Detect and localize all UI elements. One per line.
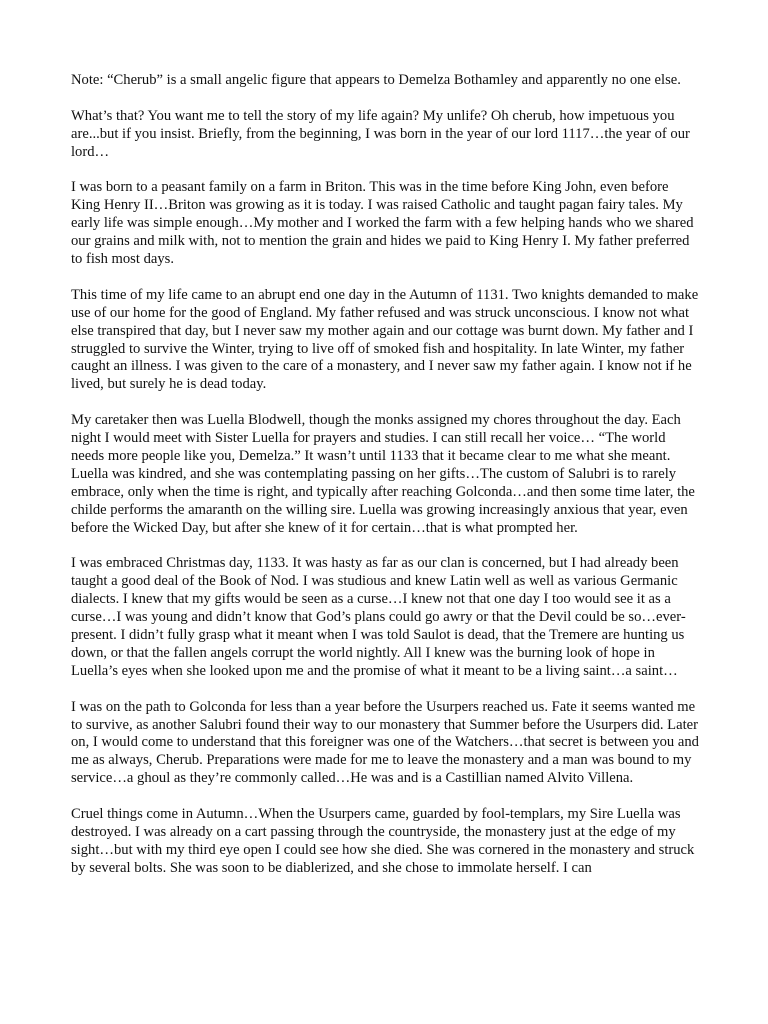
paragraph-golconda: I was on the path to Golconda for less than a year before the Usurpers reached us. Fate it seems wanted me to survive, as another Salubri found their way to our monastery that Summer before the Usurpers did. Later on, I would come to understand that this foreigner was one of the Watchers…that secret is between you and me as always, Cherub. Preparations were made for me to leave the monastery and a man was bound to my service…a ghoul as they’re commonly called…He was and is a Castillian named Alvito Villena. xyxy=(71,698,699,787)
paragraph-birth: I was born to a peasant family on a farm in Briton. This was in the time before King John, even before King Henry II…Briton was growing as it is today. I was raised Catholic and taught pagan fairy tales. My early life was simple enough…My mother and I worked the farm with a few helping hands who we shared our grains and milk with, not to mention the grain and hides we paid to King Henry I. My father preferred to fish most days. xyxy=(71,179,694,268)
paragraph-caretaker: My caretaker then was Luella Blodwell, though the monks assigned my chores throughout the day. Each night I would meet with Sister Luella for prayers and studies. I can still recall her voice… “The world needs more people like you, Demelza.” It wasn’t until 1133 that it became clear to me what she meant. Luella was kindred, and she was contemplating passing on her gifts…The custom of Salubri is to rarely embrace, only when the time is right, and typically after reaching Golconda…and then some time later, the childe performs the amaranth on the willing sire. Luella was growing increasingly anxious that year, even before the Wicked Day, but after she knew of it for certain…that is what prompted her. xyxy=(71,412,695,536)
document-page xyxy=(71,72,699,896)
paragraph-note: Note: “Cherub” is a small angelic figure that appears to Demelza Bothamley and apparently no one else. xyxy=(71,72,681,88)
paragraph-usurpers: Cruel things come in Autumn…When the Usurpers came, guarded by fool-templars, my Sire Luella was destroyed. I was already on a cart passing through the countryside, the monastery just at the edge of my sight…but with my third eye open I could see how she died. She was cornered in the monastery and struck by several bolts. She was soon to be diablerized, and she chose to immolate herself. I can xyxy=(71,806,695,876)
paragraph-autumn-1131: This time of my life came to an abrupt end one day in the Autumn of 1131. Two knights demanded to make use of our home for the good of England. My father refused and was struck unconscious. I know not what else transpired that day, but I never saw my mother again and our cottage was burnt down. My father and I struggled to survive the Winter, trying to live off of smoked fish and hospitality. In late Winter, my father caught an illness. I was given to the care of a monastery, and I never saw my father again. I know not if he lived, but surely he is dead today. xyxy=(71,286,699,393)
paragraph-embrace: I was embraced Christmas day, 1133. It was hasty as far as our clan is concerned, but I had already been taught a good deal of the Book of Nod. I was studious and knew Latin well as well as various Germanic dialects. I knew that my gifts would be seen as a curse…I knew not that one day I too would see it as a curse…I was young and didn’t know that God’s plans could go awry or that the Devil could be so…ever-present. I didn’t fully grasp what it meant when I was told Saulot is dead, that the Tremere are hunting us down, or that the fallen angels corrupt the world nightly. All I knew was the burning look of hope in Luella’s eyes when she looked upon me and the promise of what it meant to be a living saint…a saint… xyxy=(71,555,686,679)
paragraph-intro: What’s that? You want me to tell the story of my life again? My unlife? Oh cherub, how impetuous you are...but if you insist. Briefly, from the beginning, I was born in the year of our lord 1117…the year of our lord… xyxy=(71,107,690,160)
